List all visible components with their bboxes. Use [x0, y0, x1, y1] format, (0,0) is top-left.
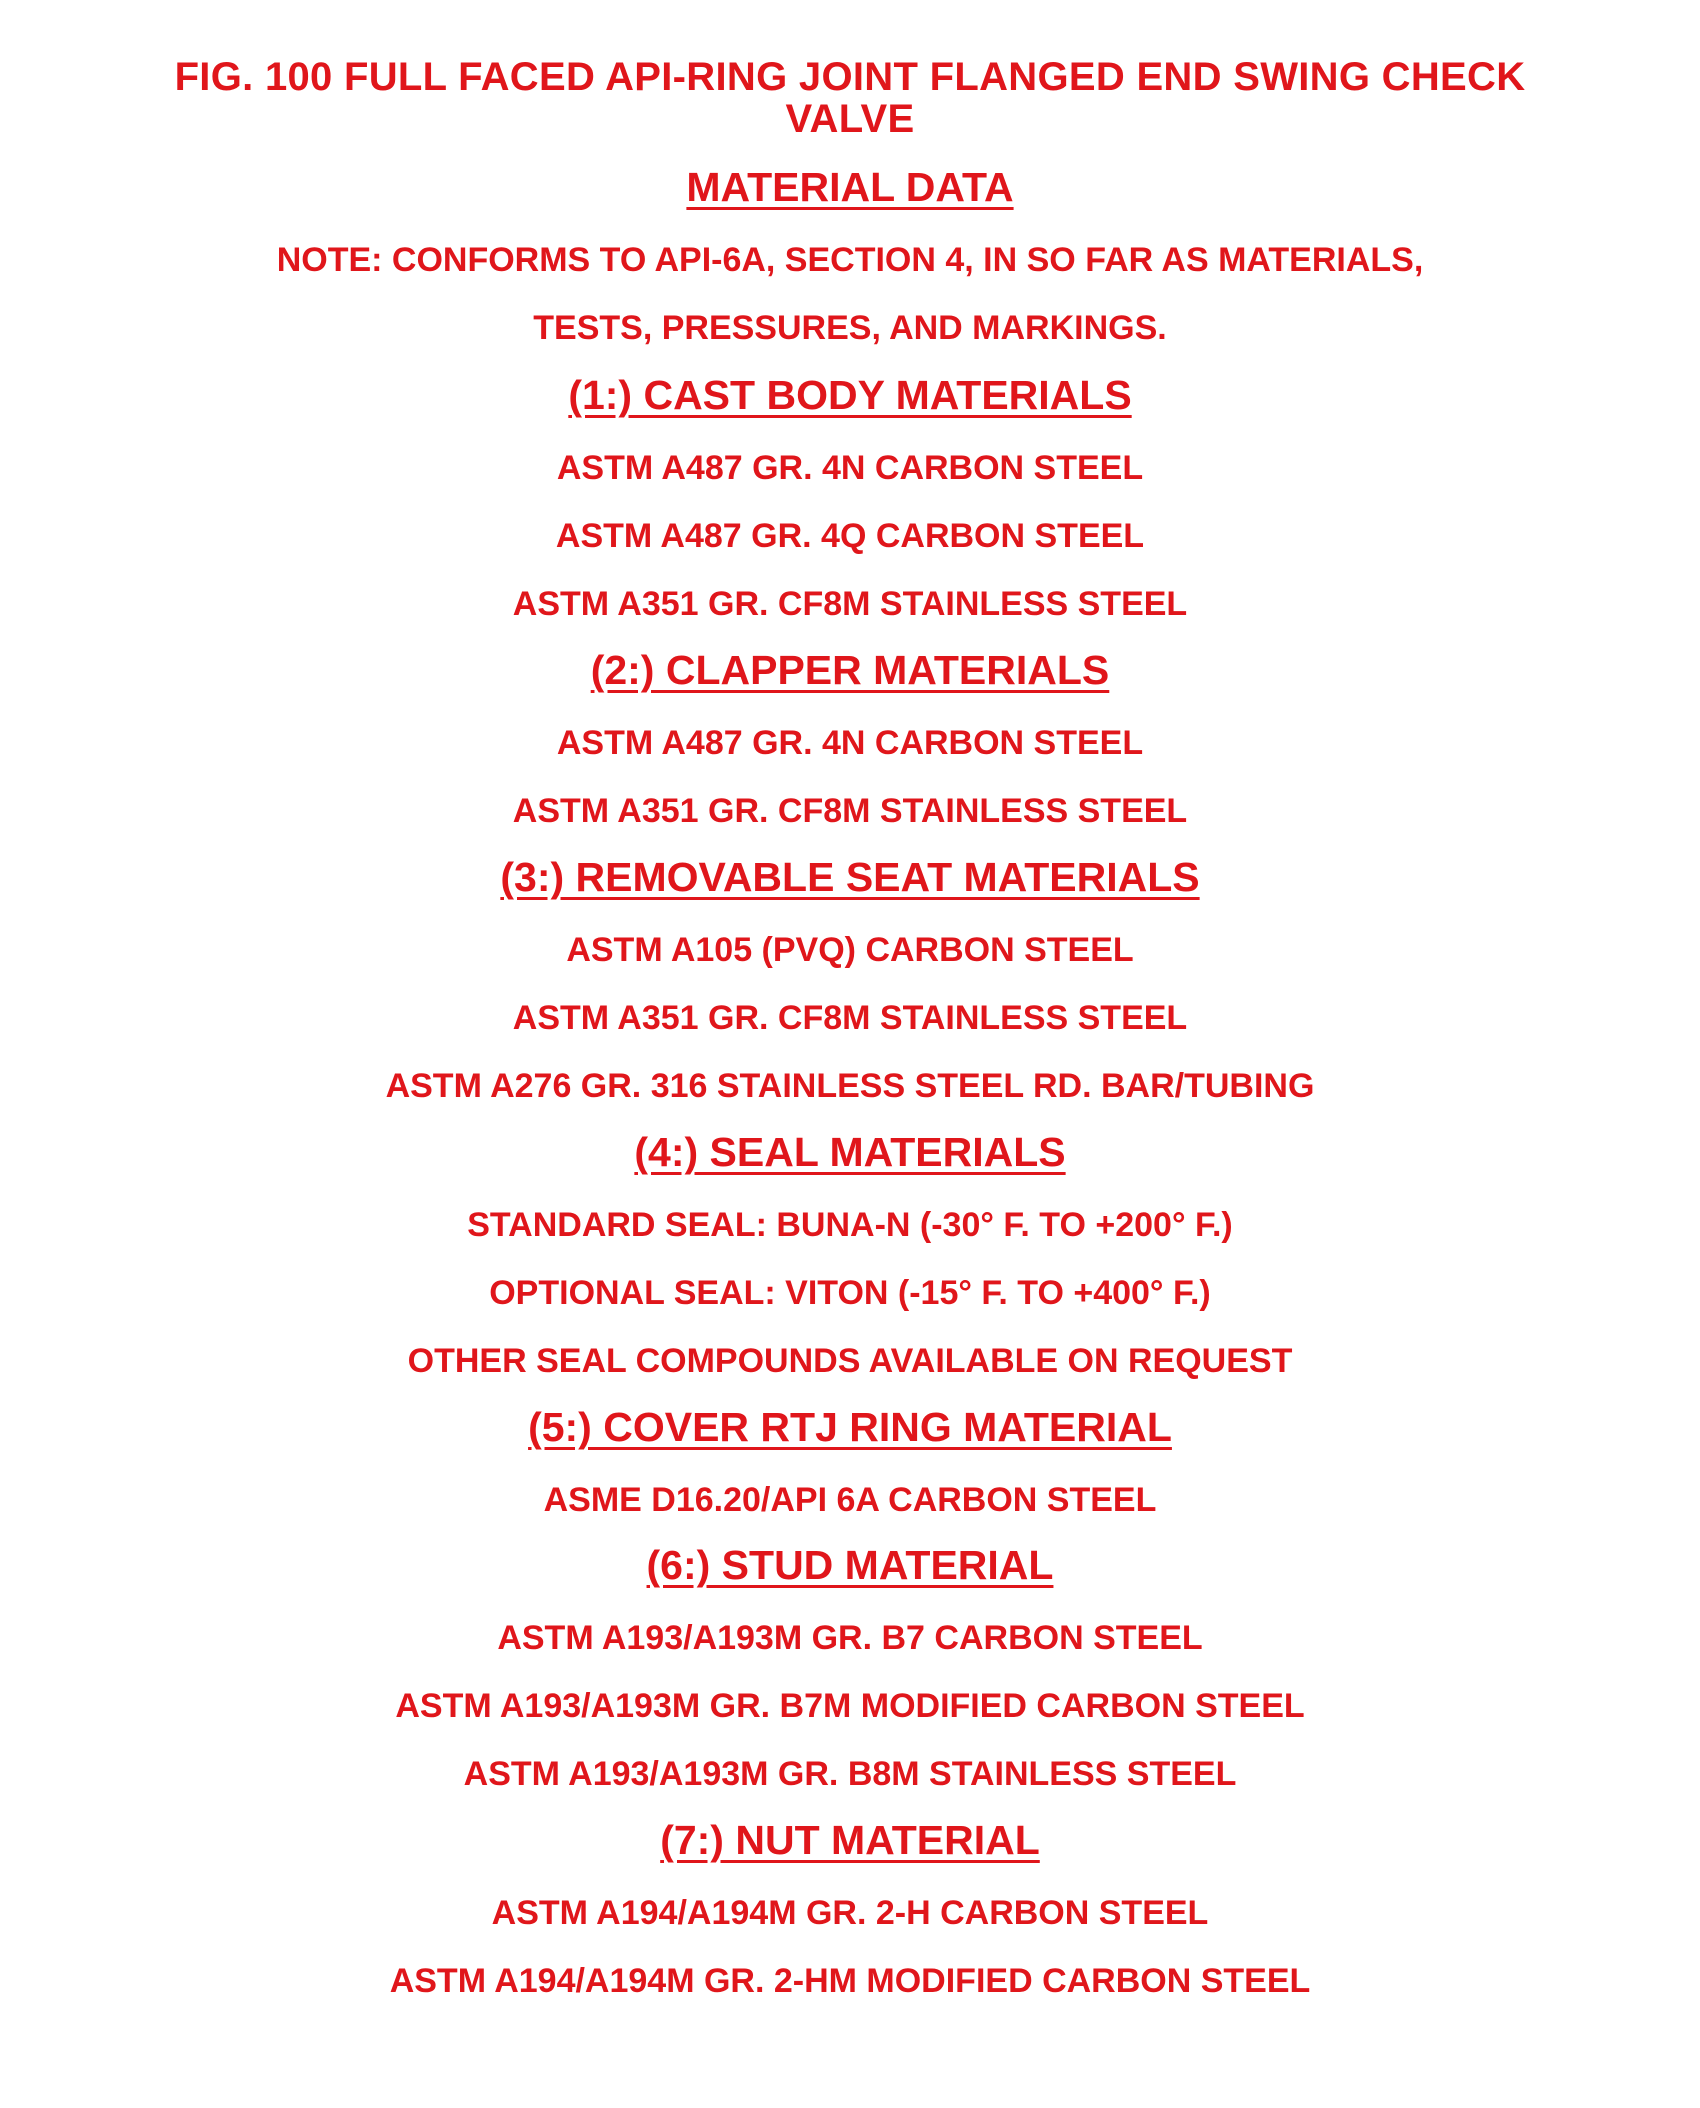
list-item: ASTM A193/A193M GR. B7M MODIFIED CARBON STEEL — [395, 1687, 1305, 1725]
note-line-1: NOTE: CONFORMS TO API-6A, SECTION 4, IN SO FAR AS MATERIALS, — [276, 241, 1424, 279]
group-heading-cover-rtj-ring: (5:) COVER RTJ RING MATERIAL — [528, 1404, 1172, 1450]
list-item: ASTM A194/A194M GR. 2-HM MODIFIED CARBON STEEL — [389, 1962, 1311, 2000]
note-line-2: TESTS, PRESSURES, AND MARKINGS. — [533, 309, 1167, 347]
list-item: ASTM A487 GR. 4N CARBON STEEL — [556, 724, 1144, 762]
list-item: ASTM A276 GR. 316 STAINLESS STEEL RD. BAR/TUBING — [385, 1067, 1315, 1105]
section-heading: MATERIAL DATA — [686, 164, 1014, 210]
group-heading-removable-seat: (3:) REMOVABLE SEAT MATERIALS — [500, 854, 1200, 900]
group-heading-nut: (7:) NUT MATERIAL — [660, 1817, 1040, 1863]
list-item: ASTM A487 GR. 4Q CARBON STEEL — [555, 517, 1145, 555]
list-item: OTHER SEAL COMPOUNDS AVAILABLE ON REQUEST — [407, 1342, 1293, 1380]
list-item: ASTM A487 GR. 4N CARBON STEEL — [556, 449, 1144, 487]
list-item: OPTIONAL SEAL: VITON (-15° F. TO +400° F.) — [489, 1274, 1211, 1312]
group-heading-seal: (4:) SEAL MATERIALS — [634, 1129, 1066, 1175]
list-item: ASTM A105 (PVQ) CARBON STEEL — [566, 931, 1134, 969]
list-item: STANDARD SEAL: BUNA-N (-30° F. TO +200° F.) — [467, 1206, 1233, 1244]
list-item: ASTM A351 GR. CF8M STAINLESS STEEL — [512, 585, 1188, 623]
group-heading-stud: (6:) STUD MATERIAL — [646, 1542, 1054, 1588]
group-heading-clapper: (2:) CLAPPER MATERIALS — [590, 647, 1110, 693]
list-item: ASTM A193/A193M GR. B7 CARBON STEEL — [497, 1619, 1203, 1657]
list-item: ASTM A193/A193M GR. B8M STAINLESS STEEL — [463, 1755, 1237, 1793]
group-heading-cast-body: (1:) CAST BODY MATERIALS — [568, 372, 1132, 418]
list-item: ASTM A194/A194M GR. 2-H CARBON STEEL — [491, 1894, 1209, 1932]
list-item: ASTM A351 GR. CF8M STAINLESS STEEL — [512, 999, 1188, 1037]
list-item: ASME D16.20/API 6A CARBON STEEL — [543, 1481, 1157, 1519]
list-item: ASTM A351 GR. CF8M STAINLESS STEEL — [512, 792, 1188, 830]
document-title: FIG. 100 FULL FACED API-RING JOINT FLANGED END SWING CHECK VALVE — [174, 55, 1526, 141]
